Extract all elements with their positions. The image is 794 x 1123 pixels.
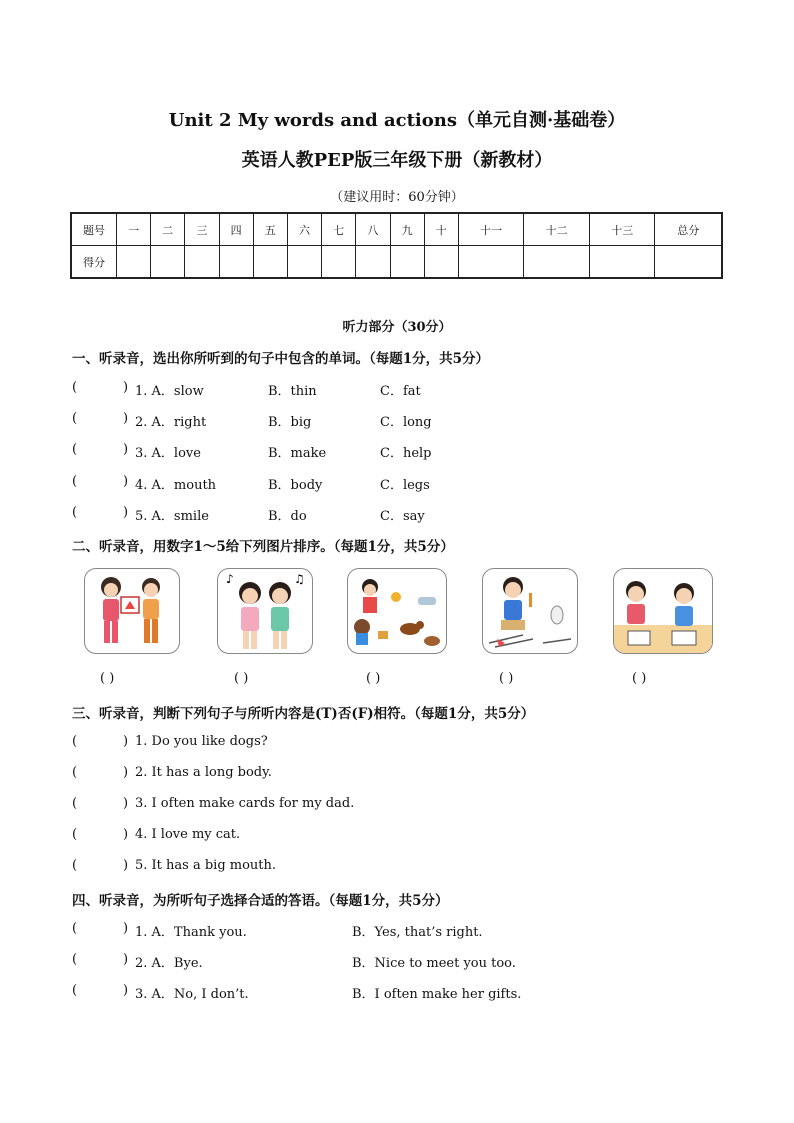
close-paren[interactable]: ) xyxy=(123,858,129,873)
subtitle: 英语人教PEP版三年级下册（新教材） xyxy=(241,150,553,171)
section-1-heading: 一、听录音，选出你所听到的句子中包含的单词。（每题1分，共5分） xyxy=(72,351,490,367)
col-header: 五 xyxy=(253,213,287,246)
score-table xyxy=(70,212,723,279)
section-4-heading: 四、听录音，为所听句子选择合适的答语。（每题1分，共5分） xyxy=(72,893,449,909)
close-paren[interactable]: ) xyxy=(123,765,129,780)
title: Unit 2 My words and actions（单元自测·基础卷） xyxy=(168,110,626,131)
col-header: 十二 xyxy=(524,213,590,246)
open-paren: ( xyxy=(72,411,78,426)
open-paren: ( xyxy=(72,474,78,489)
row-label: 得分 xyxy=(71,246,117,279)
picture-boy-drawing xyxy=(482,568,578,654)
col-header: 三 xyxy=(185,213,219,246)
open-paren: ( xyxy=(72,952,78,967)
sentence: 1. Do you like dogs? xyxy=(135,734,268,749)
open-paren: ( xyxy=(72,442,78,457)
picture-order-blank[interactable]: ( ) xyxy=(234,671,249,686)
score-cell[interactable] xyxy=(524,246,590,279)
score-cell[interactable] xyxy=(253,246,287,279)
picture-girls-singing xyxy=(217,568,313,654)
score-cell[interactable] xyxy=(655,246,722,279)
option-c: C．legs xyxy=(380,478,430,493)
close-paren[interactable]: ) xyxy=(123,983,129,998)
option-a: 5. A．smile xyxy=(135,509,209,524)
close-paren[interactable]: ) xyxy=(123,796,129,811)
open-paren: ( xyxy=(72,983,78,998)
col-header: 四 xyxy=(219,213,253,246)
option-b: B．body xyxy=(268,478,323,493)
close-paren[interactable]: ) xyxy=(123,411,129,426)
open-paren: ( xyxy=(72,827,78,842)
row-label: 题号 xyxy=(71,213,117,246)
option-b: B．Nice to meet you too. xyxy=(352,956,516,971)
score-cell[interactable] xyxy=(424,246,458,279)
picture-order-blank[interactable]: ( ) xyxy=(100,671,115,686)
option-a: 1. A．Thank you. xyxy=(135,925,247,940)
score-table-row-score xyxy=(71,246,722,279)
option-b: B．do xyxy=(268,509,307,524)
sentence: 2. It has a long body. xyxy=(135,765,272,780)
sentence: 5. It has a big mouth. xyxy=(135,858,277,873)
option-b: B．Yes, that’s right. xyxy=(352,925,483,940)
option-c: C．help xyxy=(380,446,432,461)
svg-text:♫: ♫ xyxy=(294,572,305,586)
col-header: 一 xyxy=(117,213,151,246)
picture-toys xyxy=(347,568,447,654)
score-cell[interactable] xyxy=(287,246,321,279)
option-b: B．make xyxy=(268,446,327,461)
sentence: 4. I love my cat. xyxy=(135,827,241,842)
svg-text:♪: ♪ xyxy=(226,572,234,586)
open-paren: ( xyxy=(72,380,78,395)
section-3-heading: 三、听录音，判断下列句子与所听内容是(T)否(F)相符。（每题1分，共5分） xyxy=(72,706,535,722)
close-paren[interactable]: ) xyxy=(123,827,129,842)
option-c: C．fat xyxy=(380,384,421,399)
picture-order-blank[interactable]: ( ) xyxy=(366,671,381,686)
option-a: 3. A．love xyxy=(135,446,201,461)
picture-girl-gives-card xyxy=(84,568,180,654)
close-paren[interactable]: ) xyxy=(123,380,129,395)
col-header: 总分 xyxy=(655,213,722,246)
sentence: 3. I often make cards for my dad. xyxy=(135,796,355,811)
score-cell[interactable] xyxy=(151,246,185,279)
score-cell[interactable] xyxy=(117,246,151,279)
picture-order-blank[interactable]: ( ) xyxy=(499,671,514,686)
open-paren: ( xyxy=(72,765,78,780)
col-header: 十三 xyxy=(589,213,655,246)
score-cell[interactable] xyxy=(390,246,424,279)
option-b: B．I often make her gifts. xyxy=(352,987,522,1002)
open-paren: ( xyxy=(72,796,78,811)
score-cell[interactable] xyxy=(356,246,390,279)
option-c: C．long xyxy=(380,415,432,430)
open-paren: ( xyxy=(72,858,78,873)
open-paren: ( xyxy=(72,505,78,520)
close-paren[interactable]: ) xyxy=(123,952,129,967)
listening-part-title: 听力部分（30分） xyxy=(342,320,452,335)
close-paren[interactable]: ) xyxy=(123,474,129,489)
picture-order-blank[interactable]: ( ) xyxy=(632,671,647,686)
time-suggestion: （建议用时：60分钟） xyxy=(330,190,464,205)
score-cell[interactable] xyxy=(458,246,524,279)
close-paren[interactable]: ) xyxy=(123,442,129,457)
score-cell[interactable] xyxy=(219,246,253,279)
score-table-row-number xyxy=(71,213,722,246)
open-paren: ( xyxy=(72,734,78,749)
col-header: 十一 xyxy=(458,213,524,246)
score-cell[interactable] xyxy=(185,246,219,279)
section-2-heading: 二、听录音，用数字1～5给下列图片排序。（每题1分，共5分） xyxy=(72,539,454,555)
col-header: 二 xyxy=(151,213,185,246)
option-a: 2. A．right xyxy=(135,415,207,430)
option-a: 4. A．mouth xyxy=(135,478,217,493)
option-b: B．big xyxy=(268,415,312,430)
picture-kids-drawing xyxy=(613,568,713,654)
col-header: 七 xyxy=(322,213,356,246)
col-header: 八 xyxy=(356,213,390,246)
col-header: 六 xyxy=(287,213,321,246)
option-c: C．say xyxy=(380,509,425,524)
col-header: 九 xyxy=(390,213,424,246)
score-cell[interactable] xyxy=(589,246,655,279)
option-a: 3. A．No, I don’t. xyxy=(135,987,249,1002)
close-paren[interactable]: ) xyxy=(123,921,129,936)
option-a: 1. A．slow xyxy=(135,384,204,399)
col-header: 十 xyxy=(424,213,458,246)
option-a: 2. A．Bye. xyxy=(135,956,203,971)
close-paren[interactable]: ) xyxy=(123,505,129,520)
open-paren: ( xyxy=(72,921,78,936)
close-paren[interactable]: ) xyxy=(123,734,129,749)
option-b: B．thin xyxy=(268,384,317,399)
score-cell[interactable] xyxy=(322,246,356,279)
